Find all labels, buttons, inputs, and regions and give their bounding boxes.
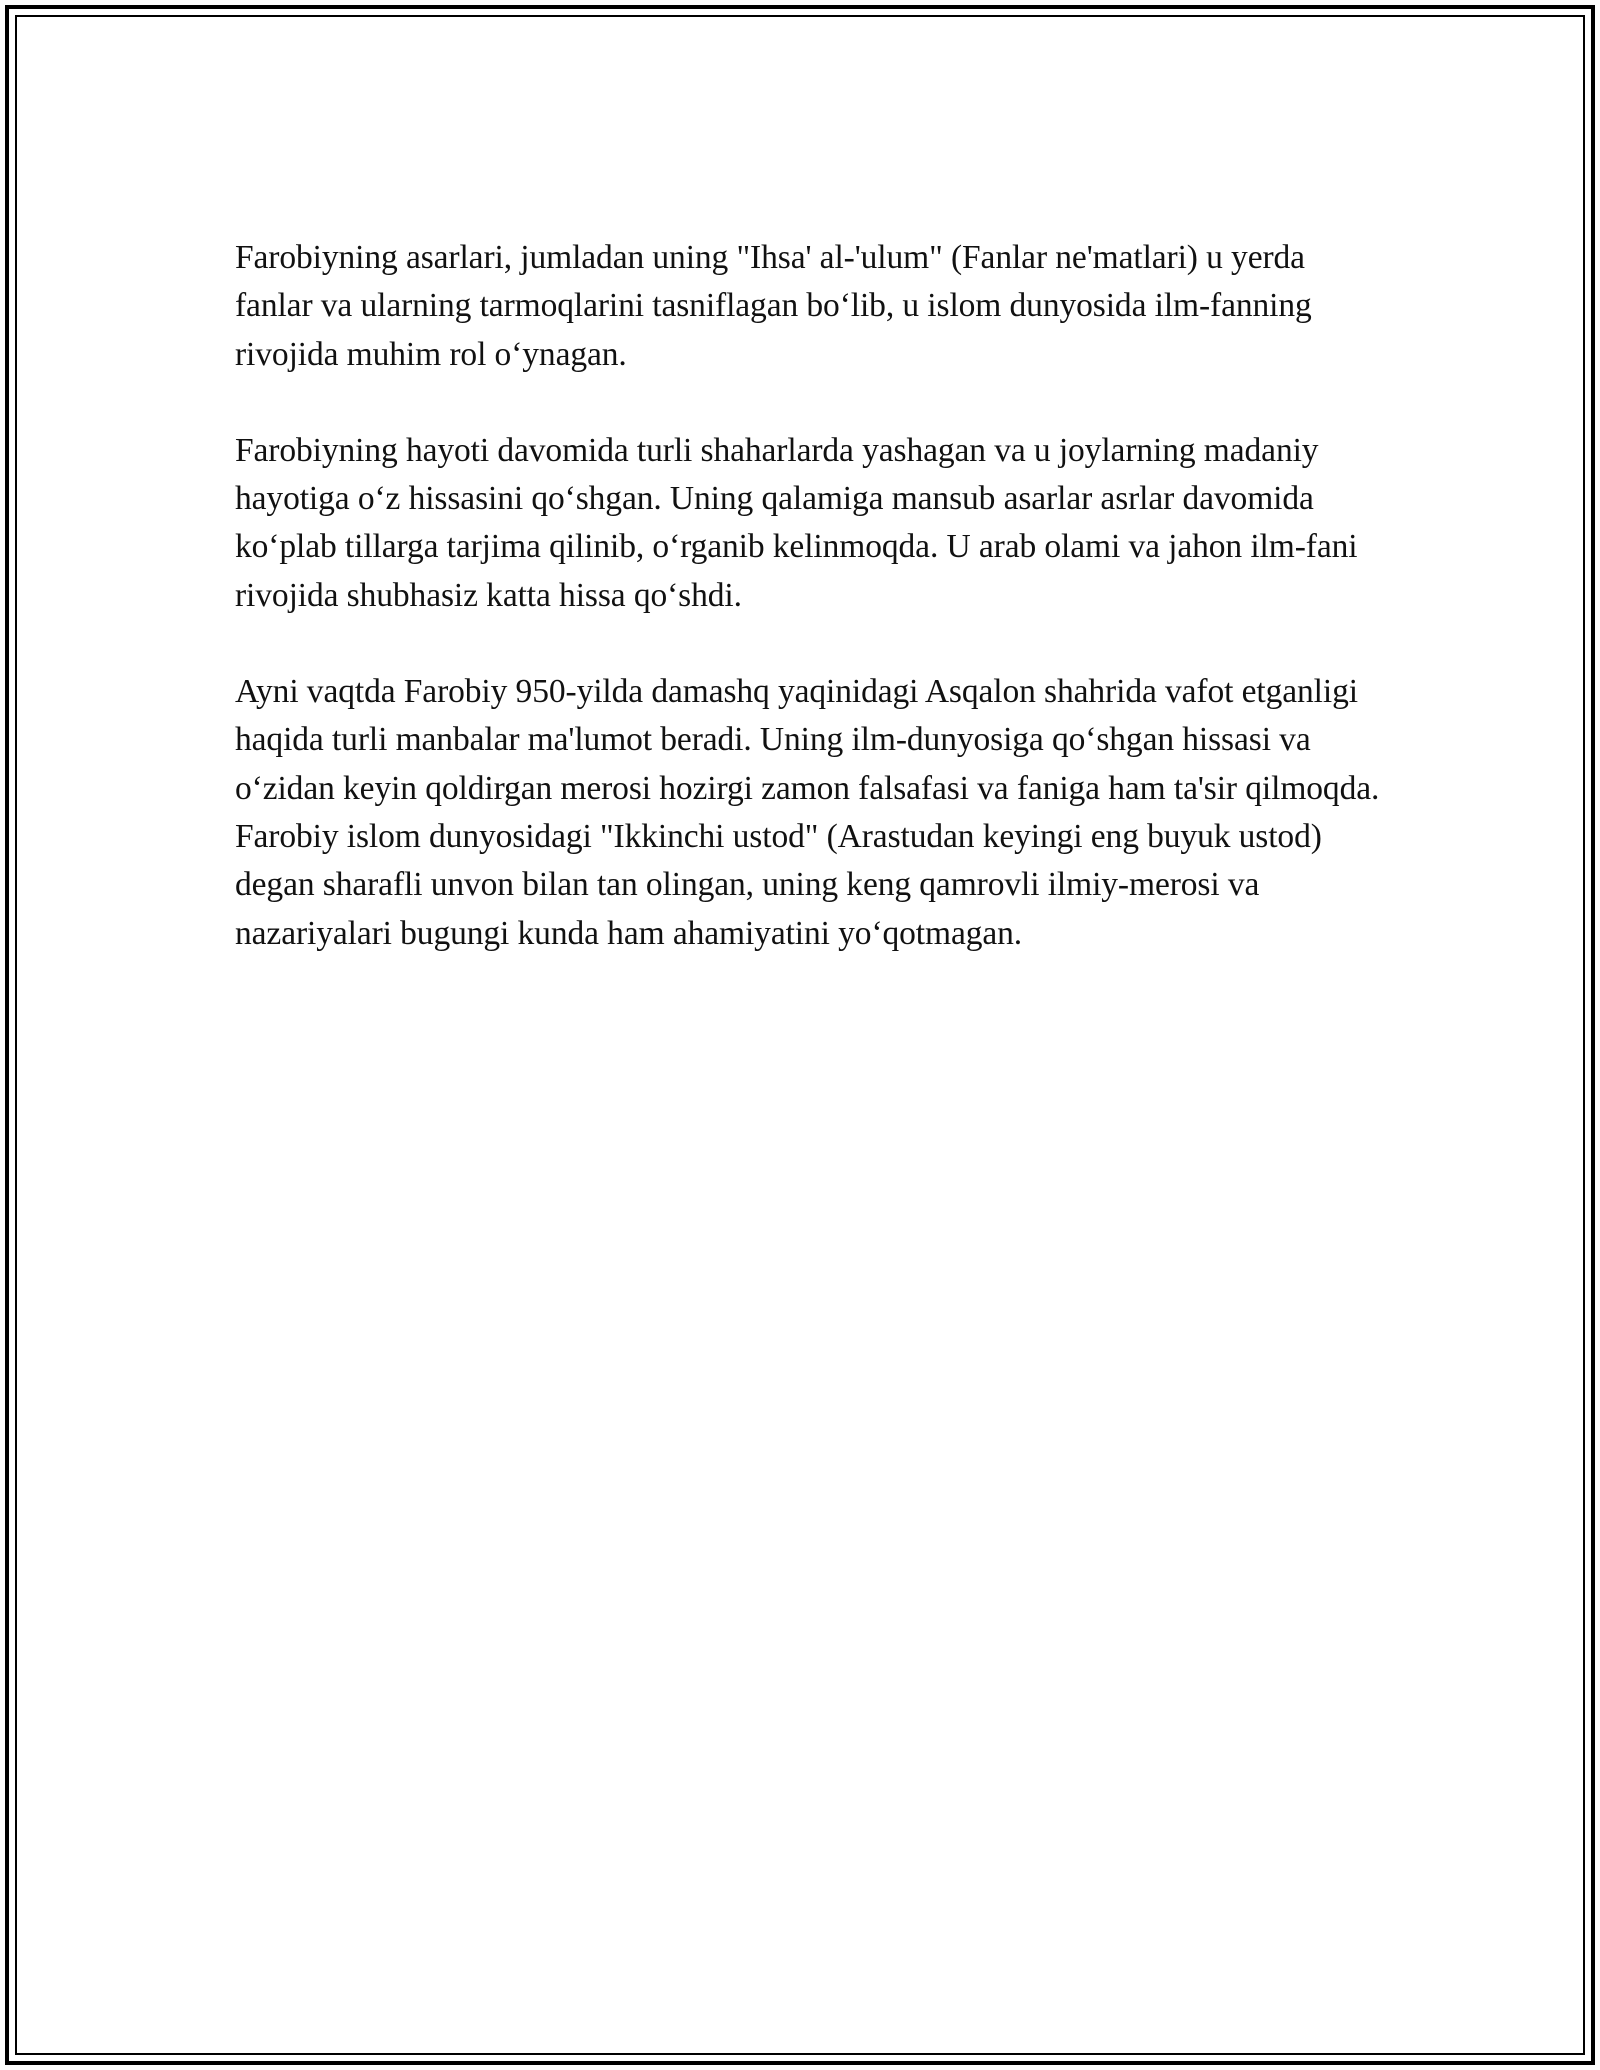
- paragraph-1: Farobiyning asarlari, jumladan uning "Ihsa' al-'ulum" (Fanlar ne'matlari) u yerda fanlar va ularning tarmoqlarini tasniflagan bo‘lib, u islom dunyosida ilm-fanning rivojida muhim rol o‘ynagan.: [235, 239, 1312, 373]
- document-body: [235, 234, 1385, 958]
- paragraph-2: Farobiyning hayoti davomida turli shaharlarda yashagan va u joylarning madaniy hayotiga o‘z hissasini qo‘shgan. Uning qalamiga mansub asarlar asrlar davomida ko‘plab tillarga tarjima qilinib, o‘rganib kelinmoqda. U arab olami va jahon ilm-fani rivojida shubhasiz katta hissa qo‘shdi.: [235, 431, 1358, 614]
- paragraph-3: Ayni vaqtda Farobiy 950-yilda damashq yaqinidagi Asqalon shahrida vafot etganligi haqida turli manbalar ma'lumot beradi. Uning ilm-dunyosiga qo‘shgan hissasi va o‘zidan keyin qoldirgan merosi hozirgi zamon falsafasi va faniga ham ta'sir qilmoqda. Farobiy islom dunyosidagi "Ikkinchi ustod" (Arastudan keyingi eng buyuk ustod) degan sharafli unvon bilan tan olingan, uning keng qamrovli ilmiy-merosi va nazariyalari bugungi kunda ham ahamiyatini yo‘qotmagan.: [235, 673, 1380, 952]
